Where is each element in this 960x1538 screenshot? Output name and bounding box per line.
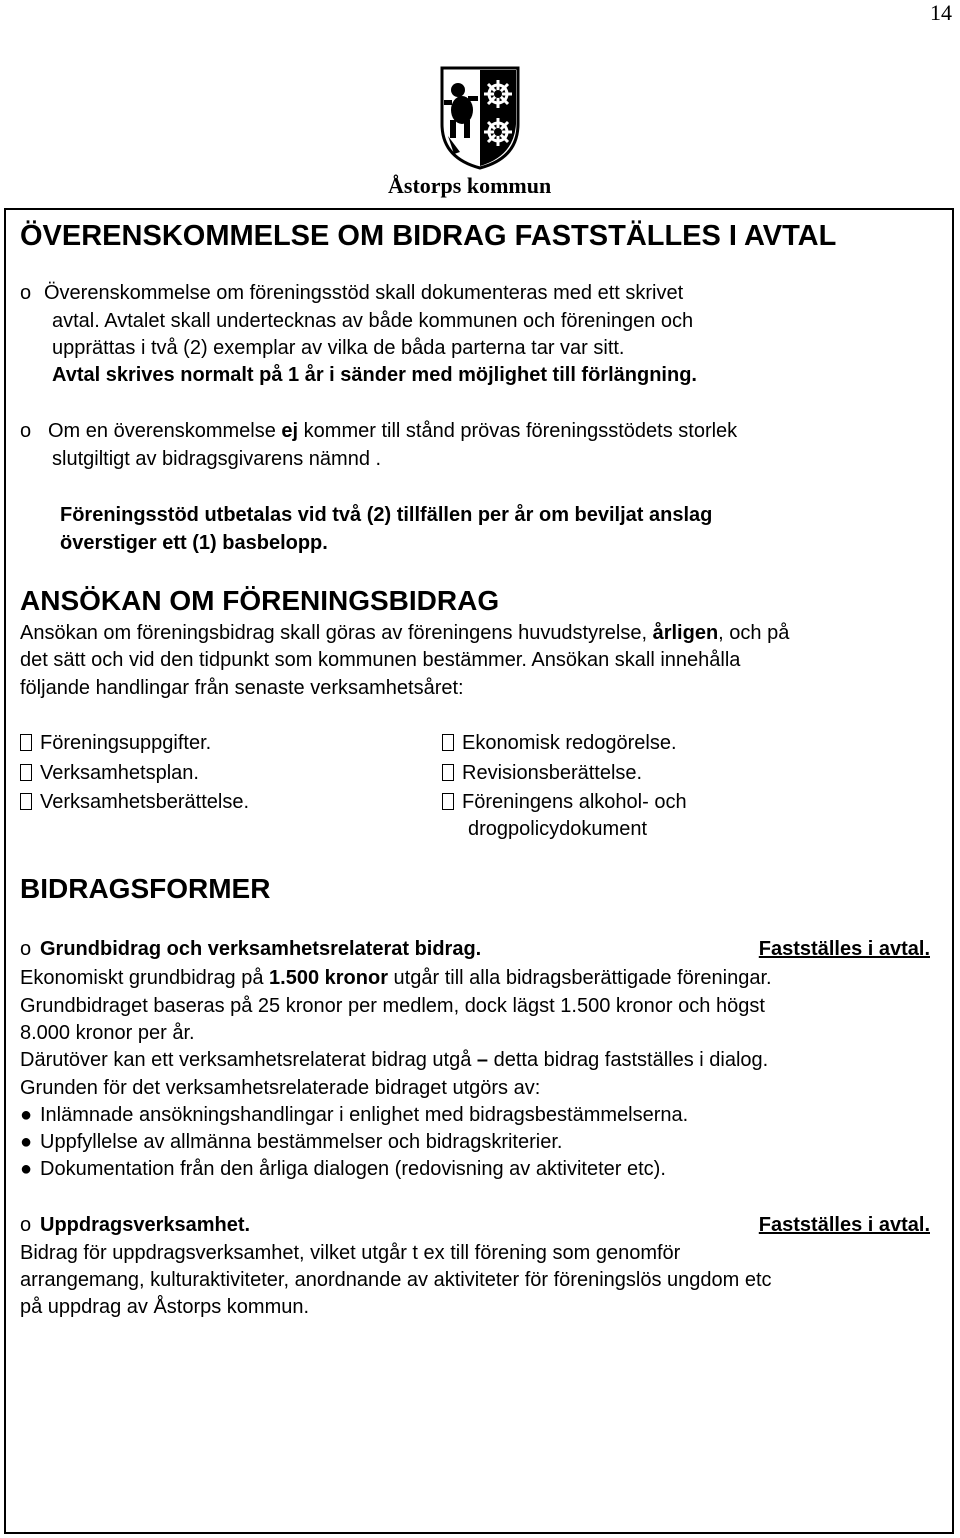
- grund-line5: Grunden för det verksamhetsrelaterade bidraget utgörs av:: [20, 1077, 541, 1099]
- bullet-dot-icon: ●: [20, 1131, 33, 1153]
- section-title-agreement: ÖVERENSKOMMELSE OM BIDRAG FASTSTÄLLES I AVTAL: [20, 220, 837, 252]
- grund-heading: Grundbidrag och verksamhetsrelaterat bidrag.: [40, 938, 482, 960]
- checkbox-icon: [20, 734, 32, 751]
- checkbox-icon: [20, 764, 32, 781]
- checkbox-icon: [442, 793, 454, 810]
- agreement-item1-line3: upprättas i två (2) exemplar av vilka de båda parterna tar var sitt.: [52, 337, 625, 359]
- bullet-dot-icon: ●: [20, 1158, 33, 1180]
- agreement-item1-line1: o Överenskommelse om föreningsstöd skall dokumenteras med ett skrivet: [20, 280, 683, 308]
- grund-bullet: ● Uppfyllelse av allmänna bestämmelser och bidragskriterier.: [20, 1129, 562, 1157]
- grund-bullet: ● Inlämnade ansökningshandlingar i enlighet med bidragsbestämmelserna.: [20, 1102, 688, 1130]
- uppdrag-line2: arrangemang, kulturaktiviteter, anordnande av aktiviteter för föreningslös ungdom etc: [20, 1269, 772, 1291]
- grund-tag: Fastställes i avtal.: [758, 938, 930, 960]
- page-number: 14: [930, 0, 952, 25]
- grund-line2: Grundbidraget baseras på 25 kronor per medlem, dock lägst 1.500 kronor och högst: [20, 995, 765, 1017]
- checkbox-icon: [442, 764, 454, 781]
- coat-of-arms-logo: [440, 66, 520, 170]
- checklist-item-continuation: drogpolicydokument: [468, 818, 647, 840]
- uppdrag-heading-row: [20, 1212, 930, 1240]
- grund-bullet: ● Dokumentation från den årliga dialogen (redovisning av aktiviteter etc).: [20, 1156, 666, 1184]
- payment-line1: Föreningsstöd utbetalas vid två (2) tillfällen per år om beviljat anslag: [60, 504, 713, 526]
- checklist-item: Revisionsberättelse.: [442, 760, 642, 788]
- uppdrag-tag: Fastställes i avtal.: [758, 1214, 930, 1236]
- payment-line2: överstiger ett (1) basbelopp.: [60, 532, 328, 554]
- checklist-item: Ekonomisk redogörelse.: [442, 730, 677, 758]
- checkbox-icon: [442, 734, 454, 751]
- content-frame: [4, 208, 954, 1534]
- bullet-o: o: [20, 420, 32, 442]
- agreement-item1-line2: avtal. Avtalet skall undertecknas av både kommunen och föreningen och: [52, 310, 694, 332]
- checkbox-icon: [20, 793, 32, 810]
- bullet-o: o: [20, 282, 32, 304]
- section-title-grant-forms: BIDRAGSFORMER: [20, 873, 271, 904]
- agreement-item2-line2: slutgiltigt av bidragsgivarens nämnd .: [52, 448, 382, 470]
- grund-heading-row: [20, 936, 930, 964]
- checklist-item: Verksamhetsplan.: [20, 760, 199, 788]
- checklist-item: Föreningens alkohol- och: [442, 789, 687, 817]
- bullet-o: o: [20, 938, 32, 960]
- section-title-application: ANSÖKAN OM FÖRENINGSBIDRAG: [20, 585, 500, 616]
- application-line1: Ansökan om föreningsbidrag skall göras av föreningens huvudstyrelse, årligen, och på: [20, 622, 790, 644]
- uppdrag-heading: Uppdragsverksamhet.: [40, 1214, 251, 1236]
- uppdrag-line3: på uppdrag av Åstorps kommun.: [20, 1296, 310, 1318]
- agreement-item2-line1: o Om en överenskommelse ej kommer till stånd prövas föreningsstödets storlek: [20, 418, 737, 446]
- grund-line4: Därutöver kan ett verksamhetsrelaterat bidrag utgå – detta bidrag fastställes i dialog.: [20, 1049, 769, 1071]
- bullet-o: o: [20, 1214, 32, 1236]
- checklist-item: Verksamhetsberättelse.: [20, 789, 249, 817]
- application-line2: det sätt och vid den tidpunkt som kommunen bestämmer. Ansökan skall innehålla: [20, 649, 741, 671]
- grund-line3: 8.000 kronor per år.: [20, 1022, 195, 1044]
- bullet-dot-icon: ●: [20, 1104, 33, 1126]
- uppdrag-line1: Bidrag för uppdragsverksamhet, vilket utgår t ex till förening som genomför: [20, 1242, 681, 1264]
- application-line3: följande handlingar från senaste verksamhetsåret:: [20, 677, 464, 699]
- checklist-item: Föreningsuppgifter.: [20, 730, 211, 758]
- agreement-item1-bold: Avtal skrives normalt på 1 år i sänder med möjlighet till förlängning.: [52, 364, 697, 386]
- municipality-name: Åstorps kommun: [388, 173, 552, 198]
- grund-line1: Ekonomiskt grundbidrag på 1.500 kronor utgår till alla bidragsberättigade föreningar.: [20, 967, 772, 989]
